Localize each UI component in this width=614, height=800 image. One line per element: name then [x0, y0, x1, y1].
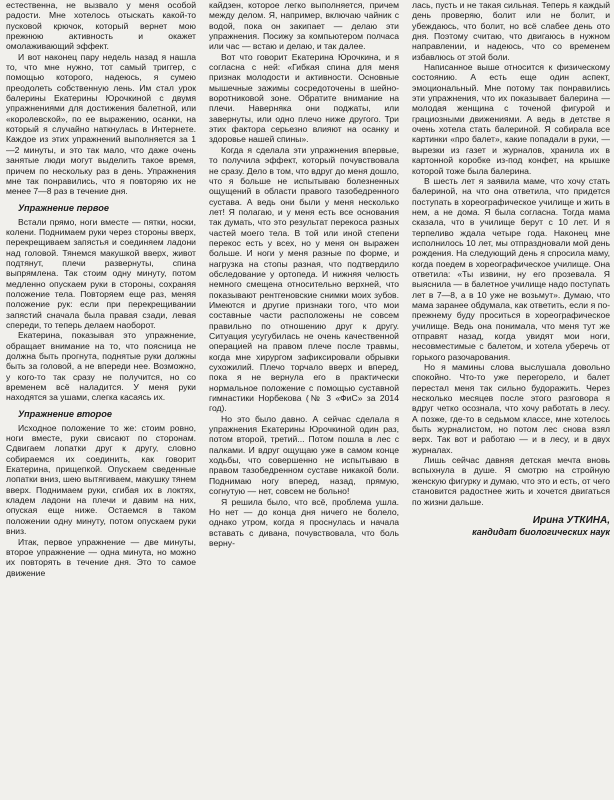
- paragraph: Встали прямо, ноги вместе — пятки, носки, колени. Поднимаем руки через стороны вверх, перекрещиваем запястья и соединяем ладони над головой. Тянемся макушкой вверх, живот подтянут, плечи развернуты, спина выпрямлена. Так стоим одну минуту, потом медленно опускаем руки в стороны, сохраняя положение тела. Повторяем еще раз, меняя положение рук: если при перекрещивании запястий сначала была правая сзади, левая спереди, то теперь делаем наоборот.: [6, 216, 196, 330]
- paragraph: лась, пусть и не такая сильная. Теперь я каждый день проверяю, болит или не болит, и убеждаюсь, что болит, но всё слабее день ото дня. Поэтому считаю, что двигаюсь в нужном направлении, и надеюсь, что со временем избавлюсь от этой боли.: [412, 0, 610, 62]
- author-signature: [412, 515, 610, 538]
- author-name: Ирина УТКИНА,: [532, 514, 610, 526]
- paragraph: Написанное выше относится к физическому состоянию. А есть еще один аспект, эмоциональный. Мне потому так понравились эти упражнения, что их показывает балерина — молодая женщина с точеной фигурой и грациозными движениями. А ведь в детстве я очень хотела стать балериной. Я собирала все картинки «про балет», какие попадали в руки, — вырезки из газет и журналов, хранила их в картонной коробке из-под конфет, на крышке которой тоже была балерина.: [412, 62, 610, 176]
- exercise-two-heading: Упражнение второе: [18, 408, 112, 419]
- paragraph: естественна, не вызвало у меня особой радости. Мне хотелось отыскать какой-то пусковой крючок, который вернет мою прежнюю активность и окажет омолаживающий эффект.: [6, 0, 196, 52]
- paragraph: Исходное положение то же: стоим ровно, ноги вместе, руки свисают по сторонам. Сдвигаем лопатки друг к другу, словно собираемся их соединить, как говорит Екатерина, прищепкой. Опускаем сведенные лопатки вниз, шею вытягиваем, макушку тянем вверх. Поднимаем руки, сгибая их в локтях, кладем ладони на плечи и давим на них, опуская еще ниже. Остаемся в таком положении одну минуту, потом опускаем руки вниз.: [6, 422, 196, 537]
- article-column-1: [6, 0, 196, 800]
- paragraph: Но я мамины слова выслушала довольно спокойно. Что-то уже перегорело, и балет перестал меня так сильно будоражить. Через несколько месяцев после этого разговора я вдруг четко осознала, что хочу работать в лесу. А позже, где-то в седьмом классе, мне хотелось быть журналистом, но потом лес снова взял верх. Так вот и работаю — и в лесу, и в двух журналах.: [412, 362, 610, 455]
- article-column-3: [412, 0, 610, 800]
- paragraph: Когда я сделала эти упражнения впервые, то получила эффект, который почувствовала не сразу. Дело в том, что вдруг до меня дошло, что я больше не испытываю болезненных ощущений в области правого тазобедренного сустава. А ведь они были у меня несколько лет! Я полагаю, и у меня есть все основания так думать, что это результат перекоса разных частей моего тела. В той или иной степени перекос есть у всех, но у меня он выражен больше. И ноги у меня разные по форме, и нагрузка на стопы разная, что подтвердило обследование у ортопеда. И нижняя челюсть немного смещена относительно верхней, что показывают рентгеновские снимки моих зубов. Имеются и другие признаки того, что мои составные части расположены не совсем правильно по отношению друг к другу. Ситуация усугубилась не очень качественной операцией на правом плече после травмы, когда мне хирургом зафиксировали обрывки сухожилий. Плечо торчало вверх и вперед, пока я не вернула его в практически нормальное положение с помощью суставной гимнастики Норбекова (№ 3 «ФиС» за 2014 год).: [209, 144, 399, 414]
- paragraph: И вот наконец пару недель назад я нашла то, что мне нужно, тот самый триггер, с помощью которого, надеюсь, я сумею преодолеть собственную лень. Им стал урок балерины Екатерины Юрочкиной с двумя упражнениями для достижения балетной, или «королевской», по ее выражению, осанки, на который я случайно наткнулась в Интернете. Каждое из этих упражнений выполняется за 1—2 минуты, и это так мало, что даже очень занятые люди могут выделить такое время, причем по нескольку раз в день. Упражнения мне так понравились, что я повторяю их не менее 7—8 раз в течение дня.: [6, 51, 196, 197]
- paragraph: Вот что говорит Екатерина Юрочкина, и я согласна с ней: «Гибкая спина для меня признак молодости и активности. Основные мышечные зажимы сосредоточены в шейно-воротниковой зоне. Обратите внимание на плечи. Наверняка они поджаты, или завернуты, или одно плечо ниже другого. Три этих фактора серьезно влияют на осанку и здоровье нашей спины».: [209, 51, 399, 145]
- paragraph: кайдзен, которое легко выполняется, причем между делом. Я, например, включаю чайник с водой, пока он закипает — делаю эти упражнения. Посижу за компьютером полчаса или час — встаю и делаю, и так далее.: [209, 0, 399, 52]
- paragraph: Но это было давно. А сейчас сделала я упражнения Екатерины Юрочкиной один раз, потом второй, третий... Потом пошла в лес с палками. И вдруг ощущаю уже в самом конце ходьбы, что совершенно не испытываю в правом тазобедренном суставе никакой боли. Поднимаю ногу вперед, назад, прямую, согнутую — нет, совсем не больно!: [209, 413, 399, 497]
- article-column-2: [209, 0, 399, 800]
- paragraph: Екатерина, показывая это упражнение, обращает внимание на то, что поясница не должна быть прогнута, поднятые руки должны быть за головой, а не впереди нее. Возможно, у кого-то так сразу не получится, но со временем всё наладится. У меня руки находятся за ушами, слегка касаясь их.: [6, 330, 196, 403]
- author-title: кандидат биологических наук: [472, 526, 610, 537]
- paragraph: Я решила было, что всё, проблема ушла. Но нет — до конца дня ничего не болело, однако утром, когда я проснулась и начала вставать с дивана, почувствовала, что боль верну-: [209, 496, 399, 548]
- paragraph: Итак, первое упражнение — две минуты, второе упражнение — одна минута, но можно их повторять в течение дня. Это то самое движение: [6, 536, 196, 578]
- exercise-one-heading: Упражнение первое: [18, 202, 109, 213]
- paragraph: Лишь сейчас давняя детская мечта вновь вспыхнула в душе. Я смотрю на стройную женскую фигурку и думаю, что это и есть, от чего становится радостнее жить и хочется двигаться по жизни дальше.: [412, 455, 610, 507]
- paragraph: В шесть лет я заявила маме, что хочу стать балериной, на что она ответила, что придется поступать в хореографическое училище и жить в нем, а не дома. Я была согласна. Тогда мама сказала, что в училище берут с 10 лет. И я терпеливо ждала четыре года. Наконец мне исполнилось 10 лет, мы отпраздновали мой день рождения. На следующий день я спросила маму, когда поедем в хореографическое училище. Она ответила: «Ты извини, ну его прозевала. Я выяснила — в балетное училище надо поступать лет в 7—8, а в 10 уже не возьмут». Думаю, что мама заранее обдумала, как ответить, если я по-прежнему буду проситься в хореографическое училище. Ведь она понимала, что меня тут же отправят назад, когда увидят мои ноги, несовместимые с балетом, и хотела уберечь от горького разочарования.: [412, 175, 610, 362]
